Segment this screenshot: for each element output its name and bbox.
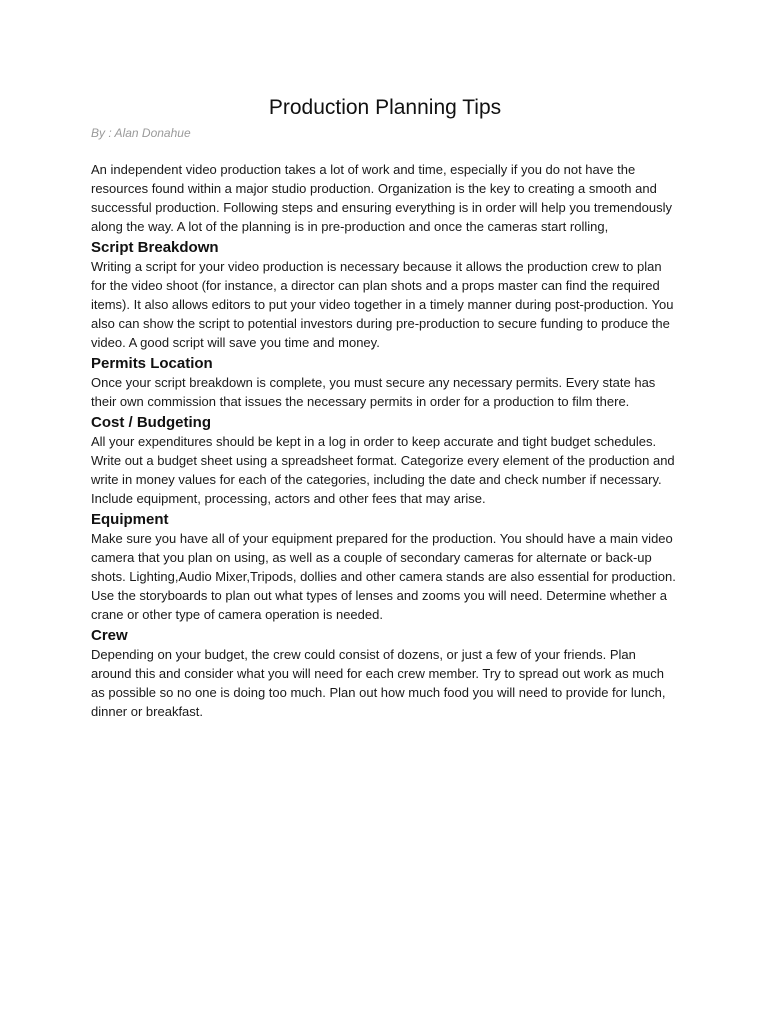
- section-heading: Cost / Budgeting: [91, 414, 211, 431]
- section-heading: Permits Location: [91, 355, 213, 372]
- section-body: Make sure you have all of your equipment prepared for the production. You should have a main video camera that you plan on using, as well as a couple of secondary cameras for alternate or back-up shots. Lighting,Audio Mixer,Tripods, dollies and other camera stands are also essential for production. Use the storyboards to plan out what types of lenses and zooms you will need. Determine whether a crane or other type of camera operation is needed.: [91, 531, 676, 622]
- section-heading: Script Breakdown: [91, 239, 219, 256]
- section-equipment: [91, 510, 679, 624]
- intro-paragraph: An independent video production takes a lot of work and time, especially if you do not have the resources found within a major studio production. Organization is the key to creating a smooth and successful production. Following steps and ensuring everything is in order will help you tremendously along the way. A lot of the planning is in pre-production and once the cameras start rolling,: [91, 162, 672, 234]
- page-title: Production Planning Tips: [268, 96, 502, 119]
- section-heading: Crew: [91, 627, 128, 644]
- section-script-breakdown: [91, 238, 679, 352]
- section-permits-location: [91, 354, 679, 411]
- section-body: Depending on your budget, the crew could consist of dozens, or just a few of your friends. Plan around this and consider what you will need for each crew member. Try to spread out work as much as possible so no one is doing too much. Plan out how much food you will need to provide for lunch, dinner or breakfast.: [91, 647, 666, 719]
- section-cost-budgeting: [91, 413, 679, 508]
- document-page: [91, 94, 679, 721]
- section-crew: [91, 626, 679, 721]
- section-body: Once your script breakdown is complete, you must secure any necessary permits. Every state has their own commission that issues the necessary permits in order for a production to film there.: [91, 375, 656, 409]
- section-body: Writing a script for your video production is necessary because it allows the production crew to plan for the video shoot (for instance, a director can plan shots and a props master can find the required items). It also allows editors to put your video together in a timely manner during post-production. You also can show the script to potential investors during pre-production to secure funding to produce the video. A good script will save you time and money.: [91, 259, 674, 350]
- section-body: All your expenditures should be kept in a log in order to keep accurate and tight budget schedules. Write out a budget sheet using a spreadsheet format. Categorize every element of the production and write in money values for each of the categories, including the date and check number if necessary. Include equipment, processing, actors and other fees that may arise.: [91, 434, 675, 506]
- author-byline: By : Alan Donahue: [91, 126, 191, 140]
- section-heading: Equipment: [91, 511, 169, 528]
